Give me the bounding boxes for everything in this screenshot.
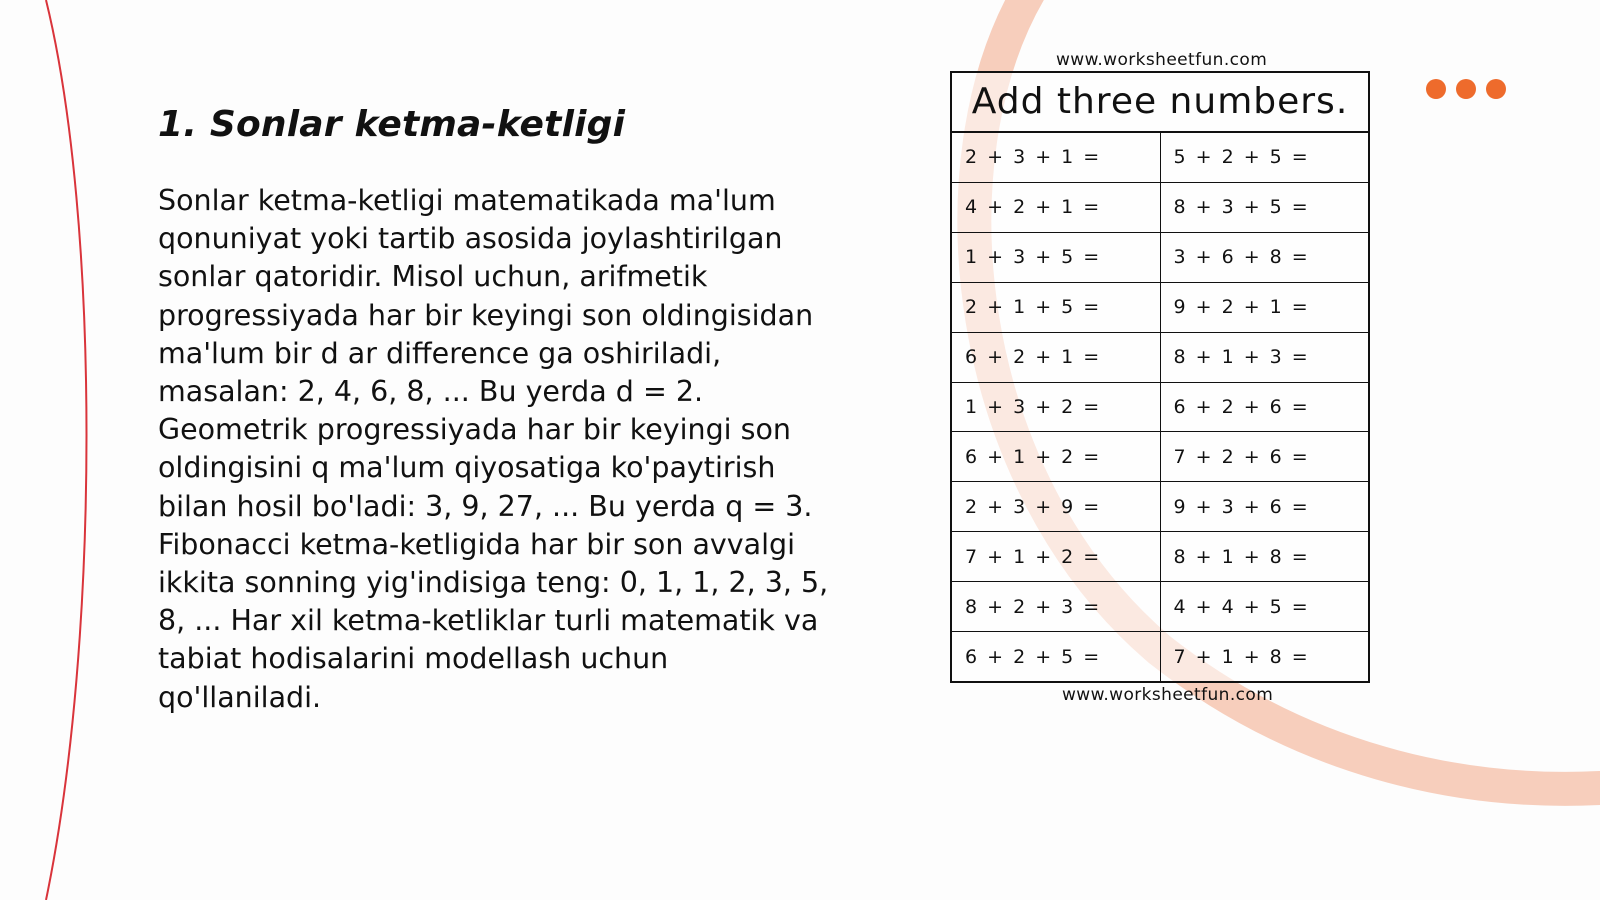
worksheet-row (952, 333, 1368, 383)
worksheet-row (952, 183, 1368, 233)
worksheet-problem: 8 + 1 + 8 = (1160, 532, 1369, 581)
left-curve-line (46, 0, 87, 900)
worksheet-url-top: www.worksheetfun.com (1056, 50, 1268, 70)
worksheet-image (950, 71, 1370, 683)
worksheet-problem: 8 + 1 + 3 = (1160, 333, 1369, 382)
accent-dot (1456, 79, 1476, 99)
worksheet-row (952, 632, 1368, 681)
worksheet-table (952, 133, 1368, 681)
worksheet-row (952, 482, 1368, 532)
worksheet-problem: 2 + 3 + 9 = (965, 495, 1102, 518)
worksheet-problem: 7 + 2 + 6 = (1160, 432, 1369, 481)
slide-body-text: Sonlar ketma-ketligi matematikada ma'lum qonuniyat yoki tartib asosida joylashtirilgan sonlar qatoridir. Misol uchun, arifmetik progressiyada har bir keyingi son oldingisidan ma'lum bir d ar difference ga oshiriladi, masalan: 2, 4, 6, 8, ... Bu yerda d = 2. Geometrik progressiyada har bir keyingi son oldingisini q ma'lum qiyosatiga ko'paytirish bilan hosil bo'ladi: 3, 9, 27, ... Bu yerda q = 3. Fibonacci ketma-ketligida har bir son avvalgi ikkita sonning yig'indisiga teng: 0, 1, 1, 2, 3, 5, 8, ... Har xil ketma-ketliklar turli matematik va tabiat hodisalarini modellash uchun qo'llaniladi. (158, 184, 829, 714)
worksheet-problem: 5 + 2 + 5 = (1160, 133, 1369, 182)
worksheet-problem: 6 + 1 + 2 = (965, 445, 1102, 468)
worksheet-problem: 6 + 2 + 1 = (965, 346, 1102, 369)
worksheet-problem: 7 + 1 + 2 = (965, 545, 1102, 568)
worksheet-problem: 4 + 2 + 1 = (965, 196, 1102, 219)
worksheet-problem: 6 + 2 + 6 = (1160, 383, 1369, 432)
worksheet-row (952, 283, 1368, 333)
worksheet-problem: 3 + 6 + 8 = (1160, 233, 1369, 282)
worksheet-problem: 9 + 3 + 6 = (1160, 482, 1369, 531)
worksheet-problem: 2 + 1 + 5 = (965, 296, 1102, 319)
worksheet-problem: 9 + 2 + 1 = (1160, 283, 1369, 332)
worksheet-problem: 1 + 3 + 5 = (965, 246, 1102, 269)
worksheet-row (952, 432, 1368, 482)
worksheet-problem: 8 + 3 + 5 = (1160, 183, 1369, 232)
worksheet-problem: 4 + 4 + 5 = (1160, 582, 1369, 631)
worksheet-problem: 1 + 3 + 2 = (965, 395, 1102, 418)
worksheet-title: Add three numbers. (952, 73, 1368, 133)
worksheet-row (952, 383, 1368, 433)
slide-title: 1. Sonlar ketma-ketligi (158, 104, 626, 145)
worksheet-row (952, 133, 1368, 183)
accent-dot (1426, 79, 1446, 99)
worksheet-problem: 6 + 2 + 5 = (965, 645, 1102, 668)
worksheet-problem: 2 + 3 + 1 = (965, 146, 1102, 169)
worksheet-problem: 8 + 2 + 3 = (965, 595, 1102, 618)
accent-dots (1426, 79, 1506, 99)
worksheet-row (952, 532, 1368, 582)
worksheet-problem: 7 + 1 + 8 = (1160, 632, 1369, 681)
accent-dot (1486, 79, 1506, 99)
worksheet-row (952, 582, 1368, 632)
worksheet-url-bottom: www.worksheetfun.com (1062, 685, 1274, 705)
worksheet-row (952, 233, 1368, 283)
